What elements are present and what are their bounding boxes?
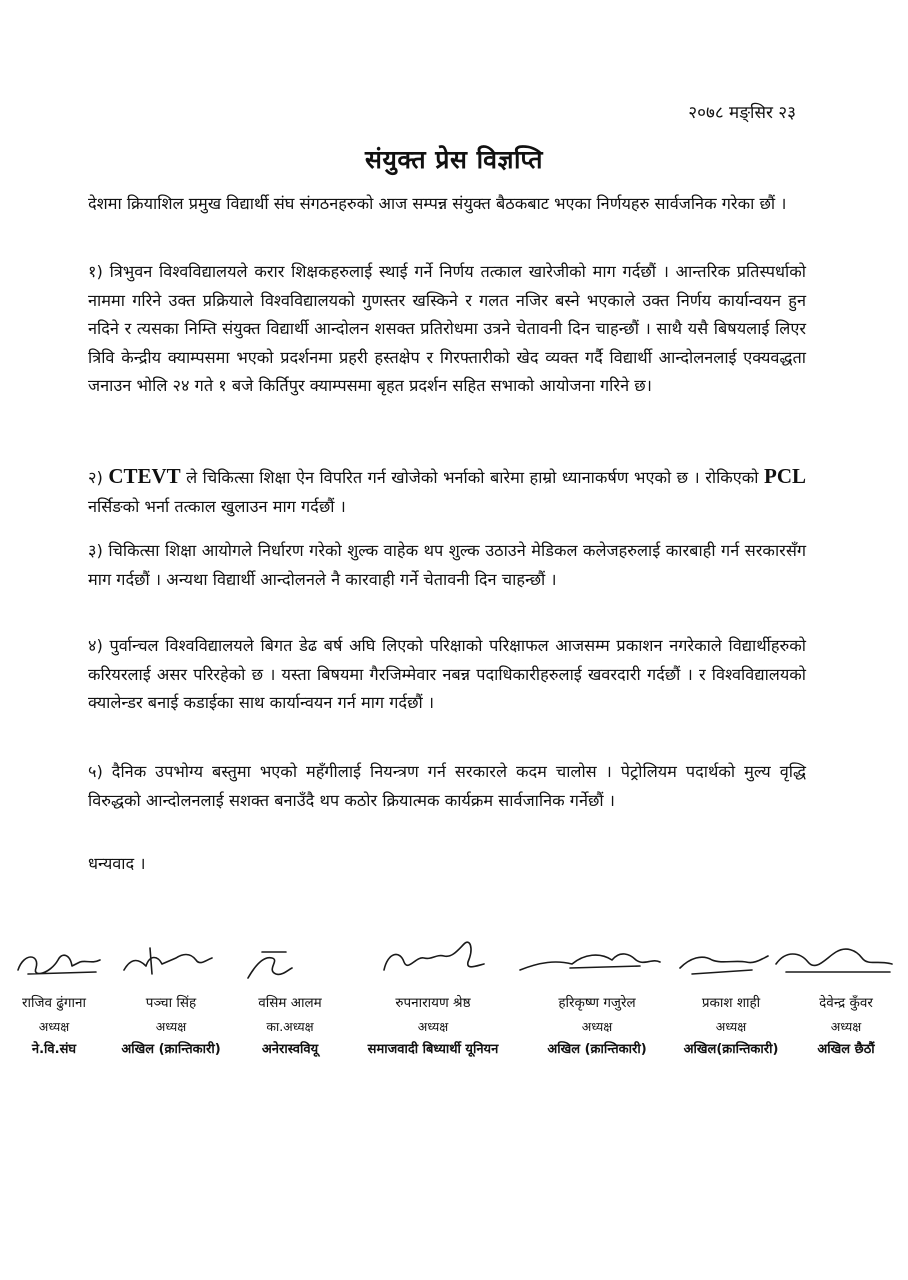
signature-5	[520, 954, 660, 970]
signatory-name: राजिव ढुंगाना	[21, 995, 86, 1011]
intro-paragraph: देशमा क्रियाशिल प्रमुख विद्यार्थी संघ संगठनहरुको आज सम्पन्न संयुक्त बैठकबाट भएका निर्णयहरु सार्वजनिक गरेका छौं ।	[88, 194, 787, 213]
signatory-2	[100, 992, 242, 1061]
signatory-organization: अखिल छैठौं	[817, 1042, 875, 1057]
signatory-organization: ने.वि.संघ	[31, 1042, 77, 1057]
ctevt-acronym: CTEVT	[108, 464, 181, 488]
pcl-acronym: PCL	[764, 464, 806, 488]
signatory-organization: अखिल (क्रान्तिकारी)	[121, 1042, 221, 1057]
signatory-1	[6, 992, 102, 1061]
signatory-organization: अनेरास्ववियू	[261, 1042, 319, 1057]
signatory-4	[338, 992, 528, 1061]
signatory-name: पञ्चा सिंह	[145, 995, 197, 1011]
signatory-6	[666, 992, 796, 1061]
document-title: संयुक्त प्रेस विज्ञप्ति	[365, 145, 543, 174]
signatory-organization: समाजवादी बिध्यार्थी यूनियन	[367, 1042, 499, 1057]
signatory-name: प्रकाश शाही	[701, 995, 761, 1011]
signature-4	[384, 942, 484, 970]
signatory-role: अध्यक्ष	[581, 1019, 613, 1034]
signatory-role: अध्यक्ष	[715, 1019, 747, 1034]
handwritten-signatures	[0, 930, 908, 990]
signatory-organization: अखिल (क्रान्तिकारी)	[547, 1042, 647, 1057]
signature-block	[0, 930, 908, 1070]
signatory-3	[240, 992, 340, 1061]
signatory-name: हरिकृष्ण गजुरेल	[558, 995, 636, 1011]
point-2-paragraph	[88, 462, 806, 521]
point-2-text-a: ले चिकित्सा शिक्षा ऐन विपरित गर्न खोजेको भर्नाको बारेमा हाम्रो ध्यानाकर्षण भएको छ । रोकिएको	[186, 468, 759, 487]
signatory-5	[526, 992, 668, 1061]
signature-6	[680, 956, 768, 974]
signatory-name: देवेन्द्र कुँवर	[819, 995, 873, 1011]
signatory-role: अध्यक्ष	[417, 1019, 449, 1034]
signature-2	[124, 948, 212, 974]
document-date: २०७८ मङ्सिर २३	[688, 103, 796, 123]
thanks-text: धन्यवाद ।	[88, 854, 146, 873]
signatory-name: रुपनारायण श्रेष्ठ	[395, 995, 471, 1011]
signature-3	[248, 952, 292, 978]
point-4-paragraph: ४) पुर्वान्चल विश्वविद्यालयले बिगत डेढ बर्ष अघि लिएको परिक्षाको परिक्षाफल आजसम्म प्रकाशन नगरेकाले विद्यार्थीहरुको करियरलाई असर परिरहेको छ । यस्ता बिषयमा गैरजिम्मेवार नबन्न पदाधिकारीहरुलाई खवरदारी गर्दछौं । र विश्वविद्यालयको क्यालेन्डर बनाई कडाईका साथ कार्यान्वयन गर्न माग गर्दछौं ।	[88, 636, 806, 712]
signature-1	[18, 955, 100, 974]
signature-7	[776, 949, 892, 972]
signatory-organization: अखिल(क्रान्तिकारी)	[683, 1042, 779, 1057]
point-1-paragraph: १) त्रिभुवन विश्वविद्यालयले करार शिक्षकहरुलाई स्थाई गर्ने निर्णय तत्काल खारेजीको माग गर्दछौं । आन्तरिक प्रतिस्पर्धाको नाममा गरिने उक्त प्रक्रियाले विश्वविद्यालयको गुणस्तर खस्किने र गलत नजिर बस्ने भएकाले उक्त निर्णय कार्यान्वयन हुन नदिने र त्यसका निम्ति संयुक्त विद्यार्थी आन्दोलन शसक्त प्रतिरोधमा उत्रने चेतावनी दिन चाहन्छौं । साथै यसै बिषयलाई लिएर त्रिवि केन्द्रीय क्याम्पसमा भएको प्रदर्शनमा प्रहरी हस्तक्षेप र गिरफ्तारीको खेद व्यक्त गर्दै विद्यार्थी आन्दोलनलाई एक्यवद्धता जनाउन भोलि २४ गते १ बजे किर्तिपुर क्याम्पसमा बृहत प्रदर्शन सहित सभाको आयोजना गरिने छ।	[88, 262, 806, 395]
signatory-7	[794, 992, 898, 1061]
point-2-text-b: नर्सिङको भर्ना तत्काल खुलाउन माग गर्दछौं ।	[88, 496, 346, 516]
point-3-paragraph: ३) चिकित्सा शिक्षा आयोगले निर्धारण गरेको शुल्क वाहेक थप शुल्क उठाउने मेडिकल कलेजहरुलाई कारबाही गर्न सरकारसँग माग गर्दछौं । अन्यथा विद्यार्थी आन्दोलनले नै कारवाही गर्ने चेतावनी दिन चाहन्छौं ।	[88, 541, 806, 589]
signatory-role: अध्यक्ष	[38, 1019, 70, 1034]
signatory-role: अध्यक्ष	[830, 1019, 862, 1034]
signatory-role: अध्यक्ष	[155, 1019, 187, 1034]
signatory-role: का.अध्यक्ष	[266, 1019, 314, 1034]
point-2-number: २)	[88, 468, 103, 487]
signatory-name: वसिम आलम	[258, 995, 322, 1011]
point-5-paragraph: ५) दैनिक उपभोग्य बस्तुमा भएको महँगीलाई नियन्त्रण गर्न सरकारले कदम चालोस । पेट्रोलियम पदार्थको मुल्य वृद्धि विरुद्धको आन्दोलनलाई सशक्त बनाउँदै थप कठोर क्रियात्मक कार्यक्रम सार्वजानिक गर्नेछौं ।	[88, 762, 806, 810]
